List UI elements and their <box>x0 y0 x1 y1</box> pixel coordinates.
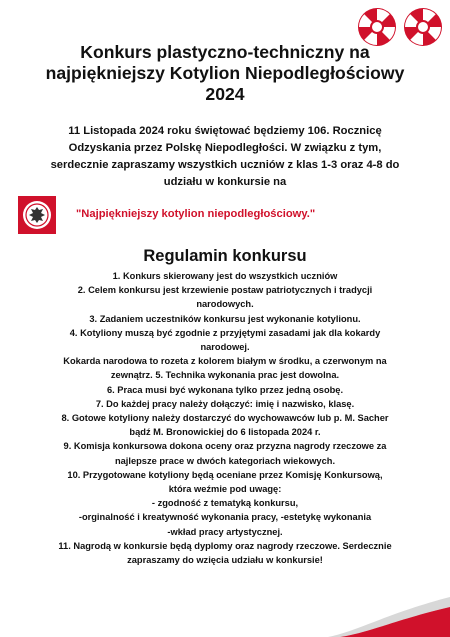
list-item <box>8 468 442 539</box>
rule-text: najlepsze prace w dwóch kategoriach wiekowych. <box>114 455 336 466</box>
rule-text: 6. Praca musi być wykonana tylko przez jedną osobę. <box>106 384 344 395</box>
polish-flag-ribbon-icon <box>328 591 450 637</box>
rule-text: 11. Nagrodą w konkursie będą dyplomy oraz nagrody rzeczowe. Serdecznie <box>58 540 392 551</box>
rule-text: -wkład pracy artystycznej. <box>167 526 283 537</box>
rule-text: zapraszamy do wzięcia udziału w konkursie! <box>127 555 323 566</box>
list-item <box>8 411 442 439</box>
intro-line-4: udziału w konkursie na <box>163 176 287 188</box>
highlight-title: "Najpiękniejszy kotylion niepodległościowy." <box>76 208 316 220</box>
rule-text: bądź M. Bronowickiej do 6 listopada 2024 r. <box>129 427 321 438</box>
list-item <box>8 326 442 354</box>
polish-eagle-badge-icon <box>18 196 56 234</box>
rules-heading: Regulamin konkursu <box>143 247 307 265</box>
list-item <box>8 539 442 567</box>
rule-text: 8. Gotowe kotyliony należy dostarczyć do wychowawców lub p. M. Sacher <box>61 413 389 424</box>
rule-text: zewnątrz. 5. Technika wykonania prac jest dowolna. <box>110 370 340 381</box>
rule-text: 3. Zadaniem uczestników konkursu jest wykonanie kotylionu. <box>89 313 361 324</box>
rule-text: -orginalność i kreatywność wykonania pracy, -estetykę wykonania <box>78 512 372 523</box>
list-item <box>8 397 442 411</box>
kokarda-rosette-icon <box>403 7 443 47</box>
intro-paragraph <box>18 123 432 191</box>
intro-line-3: serdecznie zapraszamy wszystkich uczniów z klas 1-3 oraz 4-8 do <box>50 159 400 171</box>
rule-text: Kokarda narodowa to rozeta z kolorem białym w środku, a czerwonym na <box>63 356 387 367</box>
rosette-group <box>357 7 443 47</box>
list-item <box>8 269 442 283</box>
list-item <box>8 354 442 382</box>
list-item <box>8 312 442 326</box>
intro-line-2: Odzyskania przez Polskę Niepodległości. W związku z tym, <box>68 142 382 154</box>
list-item <box>8 383 442 397</box>
rule-text: - zgodność z tematyką konkursu, <box>151 498 299 509</box>
rule-text: 7. Do każdej pracy należy dołączyć: imię i nazwisko, klasę. <box>95 398 355 409</box>
list-item <box>8 283 442 311</box>
rule-text: 9. Komisja konkursowa dokona oceny oraz przyzna nagrody rzeczowe za <box>63 441 387 452</box>
kokarda-rosette-icon <box>357 7 397 47</box>
rule-text: 1. Konkurs skierowany jest do wszystkich uczniów <box>112 271 338 281</box>
rules-list <box>8 269 442 567</box>
rule-text: 4. Kotyliony muszą być zgodnie z przyjętymi zasadami jak dla kokardy <box>69 327 381 338</box>
title-line-3: 2024 <box>205 84 245 104</box>
rule-text: narodowych. <box>196 299 254 310</box>
rule-text: narodowej. <box>200 342 250 353</box>
title-line-1: Konkurs plastyczno-techniczny na <box>80 42 370 62</box>
intro-line-1: 11 Listopada 2024 roku świętować będziemy 106. Rocznicę <box>68 125 382 137</box>
rule-text: 2. Celem konkursu jest krzewienie postaw patriotycznych i tradycji <box>77 285 373 296</box>
rule-text: 10. Przygotowane kotyliony będą oceniane przez Komisję Konkursową, <box>67 469 383 480</box>
title-line-2: najpiękniejszy Kotylion Niepodległościowy <box>45 63 405 83</box>
page-title <box>0 42 450 105</box>
rule-text: która weźmie pod uwagę: <box>168 484 282 495</box>
list-item <box>8 439 442 467</box>
